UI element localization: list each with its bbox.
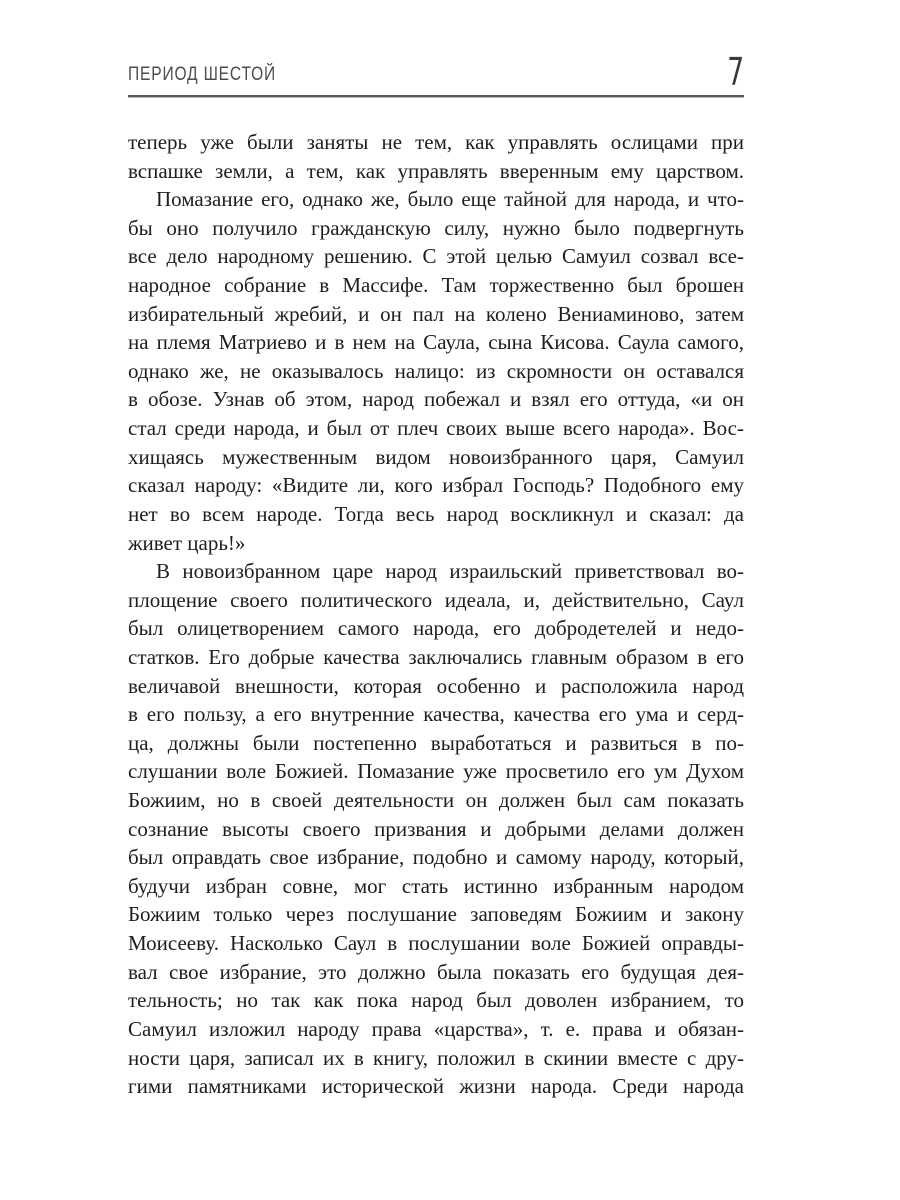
text-line: слушании воле Божией. Помазание уже просветило его ум Духом [128,759,744,784]
text-line: Помазание его, однако же, было еще тайной для народа, и что- [156,187,744,212]
text-line: вспашке земли, а тем, как управлять вверенным ему царством. [128,158,744,183]
text-line: Божиим только через послушание заповедям Божиим и закону [128,902,744,927]
text-line: нет во всем народе. Тогда весь народ воскликнул и сказал: да [128,501,744,526]
text-line: ности царя, записал их в книгу, положил в скинии вместе с дру- [128,1045,744,1070]
text-line: в обозе. Узнав об этом, народ побежал и взял его оттуда, «и он [128,387,744,412]
text-line: Моисееву. Насколько Саул в послушании воле Божией оправды- [128,931,744,956]
text-line: народное собрание в Массифе. Там торжественно был брошен [128,273,744,298]
page-number: 7 [727,50,744,94]
text-line: будучи избран совне, мог стать истинно избранным народом [128,873,744,898]
text-line: бы оно получило гражданскую силу, нужно было подвергнуть [128,215,744,240]
text-line: величавой внешности, которая особенно и расположила народ [128,673,744,698]
text-line: сознание высоты своего призвания и добрыми делами должен [128,816,744,841]
text-line: статков. Его добрые качества заключались главным образом в его [128,644,744,669]
text-line: ца, должны были постепенно выработаться и развиться в по- [128,730,744,755]
text-line: площение своего политического идеала, и, действительно, Саул [128,587,744,612]
text-line: Самуил изложил народу права «царства», т. е. права и обязан- [128,1016,744,1041]
text-line: однако же, не оказывалось налицо: из скромности он оставался [128,358,744,383]
text-line: тельность; но так как пока народ был доволен избранием, то [128,988,744,1013]
header-rule [128,95,744,98]
text-line: все дело народному решению. С этой целью Самуил созвал все- [128,244,744,269]
text-line: вал свое избрание, это должно была показать его будущая дея- [128,959,744,984]
body-text [128,128,744,1101]
text-line: был оправдать свое избрание, подобно и самому народу, который, [128,845,744,870]
chapter-title: ПЕРИОД ШЕСТОЙ [128,64,277,85]
text-line: сказал народу: «Видите ли, кого избрал Господь? Подобного ему [128,473,744,498]
text-line: в его пользу, а его внутренние качества, качества его ума и серд- [128,702,744,727]
running-head [128,50,744,98]
text-line: живет царь!» [128,530,246,555]
text-line: Божиим, но в своей деятельности он должен был сам показать [128,788,744,813]
text-line: стал среди народа, и был от плеч своих выше всего народа». Вос- [128,416,744,441]
text-line: хищаясь мужественным видом новоизбранного царя, Самуил [128,444,744,469]
text-line: В новоизбранном царе народ израильский приветствовал во- [156,559,744,584]
text-line: избирательный жребий, и он пал на колено Вениаминово, затем [128,301,744,326]
text-line: теперь уже были заняты не тем, как управлять ослицами при [128,130,744,154]
text-line: на племя Матриево и в нем на Саула, сына Кисова. Саула самого, [128,330,744,355]
text-line: гими памятниками исторической жизни народа. Среди народа [128,1074,744,1099]
text-line: был олицетворением самого народа, его добродетелей и недо- [128,616,744,641]
